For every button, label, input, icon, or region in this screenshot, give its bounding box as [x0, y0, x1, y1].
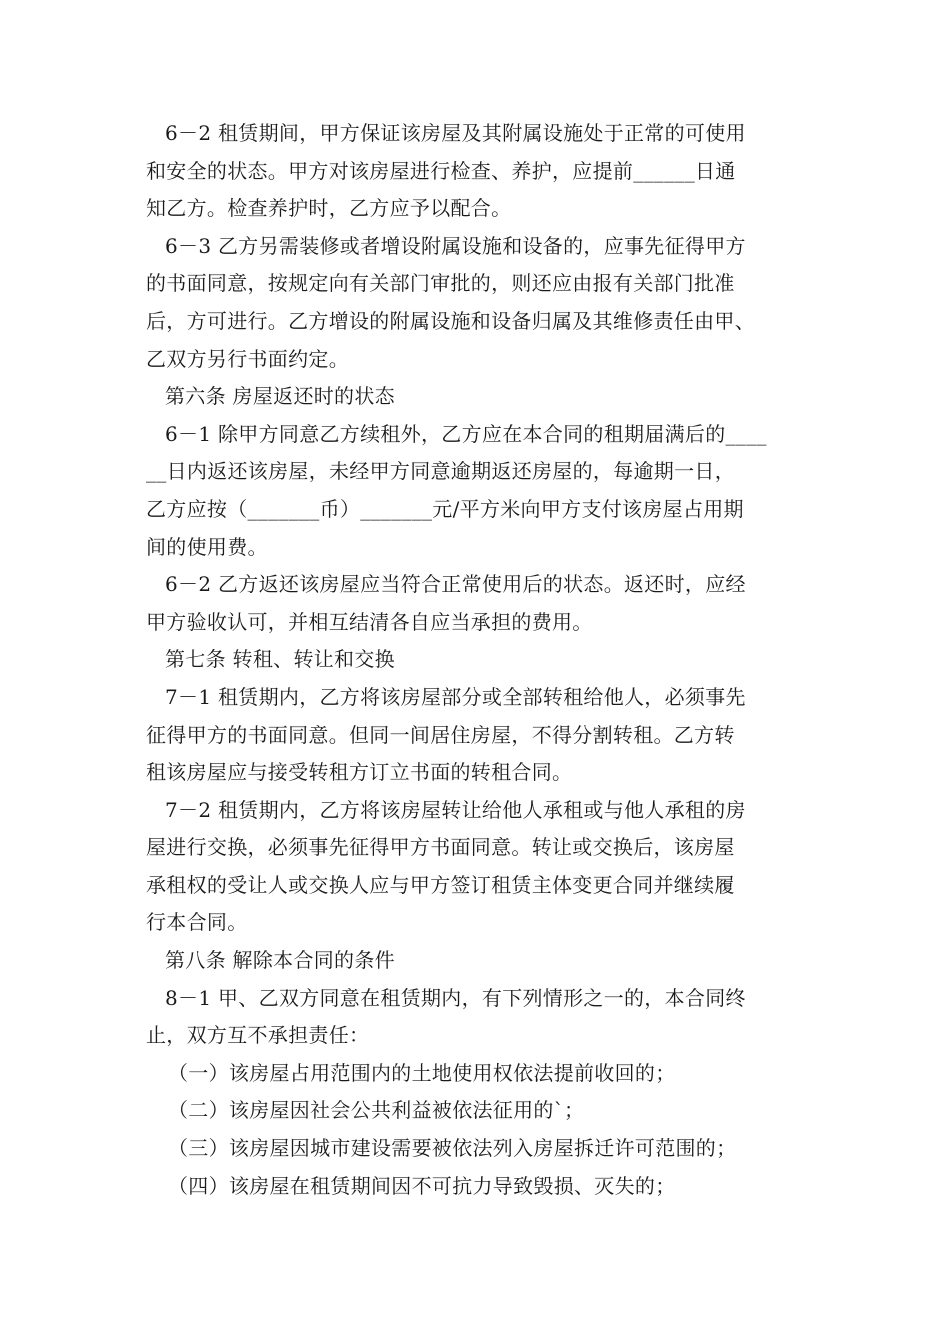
condition-item-3: （三）该房屋因城市建设需要被依法列入房屋拆迁许可范围的； — [168, 1136, 737, 1161]
clause-6-2b-line-2: 甲方验收认可，并相互结清各自应当承担的费用。 — [146, 609, 593, 634]
clause-8-1-line-2: 止，双方互不承担责任： — [146, 1023, 370, 1048]
condition-item-2: （二）该房屋因社会公共利益被依法征用的`； — [168, 1098, 585, 1123]
clause-6-2b-line-1: 6－2 乙方返还该房屋应当符合正常使用后的状态。返还时，应经 — [165, 572, 746, 597]
clause-6-1-line-4: 间的使用费。 — [146, 534, 268, 559]
clause-6-3-line-3: 后，方可进行。乙方增设的附属设施和设备归属及其维修责任由甲、 — [146, 308, 755, 333]
clause-7-2-line-4: 行本合同。 — [146, 910, 248, 935]
clause-7-2-line-3: 承租权的受让人或交换人应与甲方签订租赁主体变更合同并继续履 — [146, 872, 735, 897]
clause-6-1-line-2: __日内返还该房屋，未经甲方同意逾期返还房屋的，每逾期一日， — [146, 459, 735, 484]
clause-7-1-line-1: 7－1 租赁期内，乙方将该房屋部分或全部转租给他人，必须事先 — [165, 684, 746, 709]
clause-7-1-line-2: 征得甲方的书面同意。但同一间居住房屋，不得分割转租。乙方转 — [146, 722, 735, 747]
clause-6-3-line-2: 的书面同意，按规定向有关部门审批的，则还应由报有关部门批准 — [146, 271, 735, 296]
clause-6-1-line-3: 乙方应按（_______币）_______元/平方米向甲方支付该房屋占用期 — [146, 496, 744, 521]
clause-6-3-line-4: 乙双方另行书面约定。 — [146, 346, 349, 371]
clause-6-2-line-3: 知乙方。检查养护时，乙方应予以配合。 — [146, 196, 512, 221]
condition-item-1: （一）该房屋占用范围内的土地使用权依法提前收回的； — [168, 1060, 676, 1085]
document-page — [146, 115, 816, 1205]
clause-6-3-line-1: 6－3 乙方另需装修或者增设附属设施和设备的，应事先征得甲方 — [165, 233, 746, 258]
condition-item-4: （四）该房屋在租赁期间因不可抗力导致毁损、灭失的； — [168, 1173, 676, 1198]
clause-7-2-line-1: 7－2 租赁期内，乙方将该房屋转让给他人承租或与他人承租的房 — [165, 797, 746, 822]
clause-6-2-line-1: 6－2 租赁期间，甲方保证该房屋及其附属设施处于正常的可使用 — [165, 121, 746, 145]
article-6-heading: 第六条 房屋返还时的状态 — [165, 384, 395, 409]
clause-6-2-line-2: 和安全的状态。甲方对该房屋进行检查、养护，应提前______日通 — [146, 158, 736, 183]
article-7-heading: 第七条 转租、转让和交换 — [165, 647, 395, 672]
clause-7-2-line-2: 屋进行交换，必须事先征得甲方书面同意。转让或交换后，该房屋 — [146, 835, 735, 860]
clause-6-1-line-1: 6－1 除甲方同意乙方续租外，乙方应在本合同的租期届满后的____ — [165, 421, 767, 446]
article-8-heading: 第八条 解除本合同的条件 — [165, 948, 395, 973]
clause-8-1-line-1: 8－1 甲、乙双方同意在租赁期内，有下列情形之一的，本合同终 — [165, 985, 746, 1010]
clause-7-1-line-3: 租该房屋应与接受转租方订立书面的转租合同。 — [146, 760, 573, 785]
